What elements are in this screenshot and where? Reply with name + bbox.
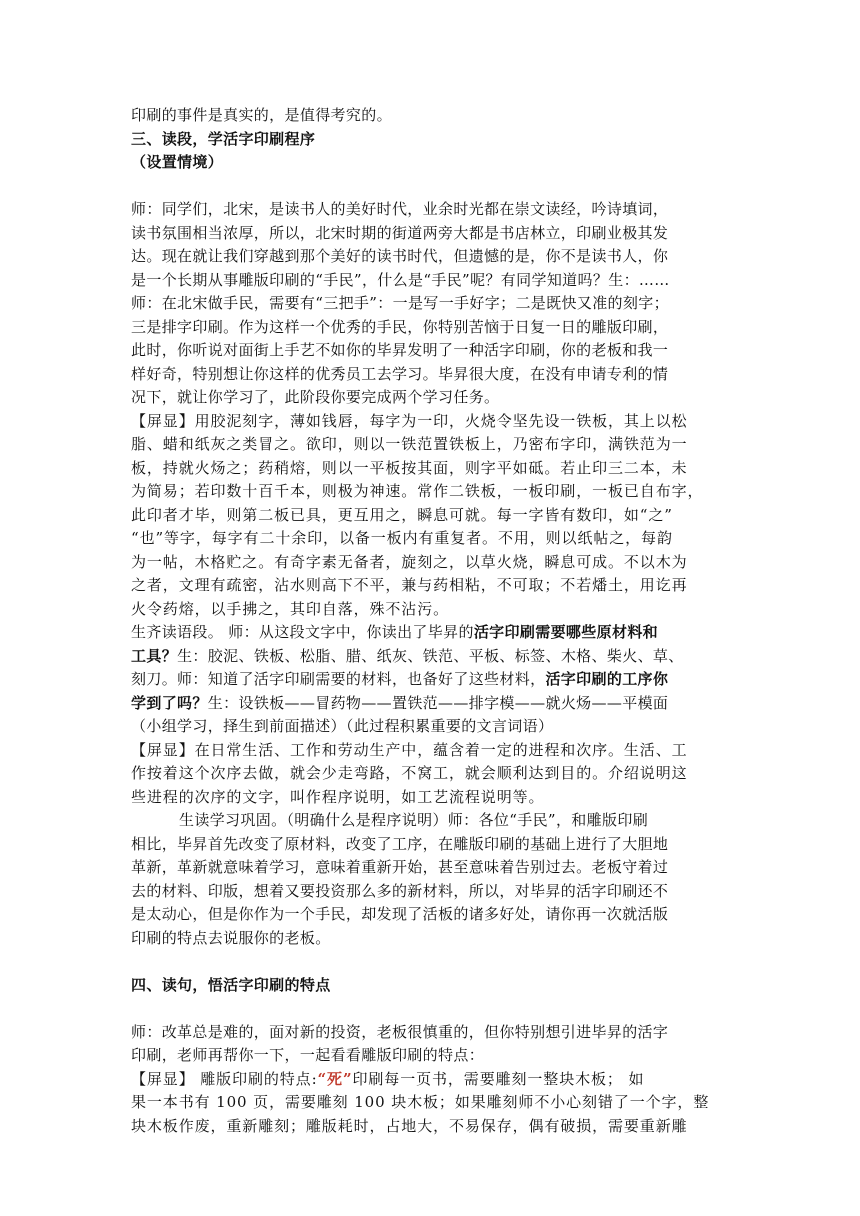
text-line: 去的材料、印版，想着又要投资那么多的新材料，所以，对毕昇的活字印刷还不 xyxy=(131,881,669,900)
emphasis-span: 活字印刷的工序你 xyxy=(545,670,669,688)
quote-line: 火令药熔，以手拂之，其印自落，殊不沾污。 xyxy=(131,599,450,618)
section-heading-4: 四、读句，悟活字印刷的特点 xyxy=(131,975,331,994)
text-line xyxy=(131,621,731,645)
text-span: 刻刀。师：知道了活字印刷需要的材料，也备好了这些材料， xyxy=(131,670,546,688)
text-line: 达。现在就让我们穿越到那个美好的读书时代，但遗憾的是，你不是读书人，你 xyxy=(131,247,669,265)
emphasis-span: 活字印刷需要哪些原材料和 xyxy=(473,623,659,641)
emphasis-span: 工具？ xyxy=(131,646,178,665)
quote-line: 果一本书有 100 页，需要雕刻 100 块木板；如果雕刻师不小心刻错了一个字，整 xyxy=(131,1093,710,1111)
text-line: 相比，毕昇首先改变了原材料，改变了工序，在雕版印刷的基础上进行了大胆地 xyxy=(131,834,669,853)
text-span: 生：胶泥、铁板、松脂、腊、纸灰、铁范、平板、标签、木格、柴火、草、 xyxy=(177,646,684,665)
quote-line xyxy=(131,1068,731,1092)
blank-line xyxy=(131,950,731,974)
text-line: 况下，就让你学习了，此阶段你要完成两个学习任务。 xyxy=(131,388,500,406)
quote-line: 作按着这个次序去做，就会少走弯路，不窝工，就会顺利达到目的。介绍说明这 xyxy=(131,764,688,782)
text-line: 印刷，老师再帮你一下，一起看看雕版印刷的特点： xyxy=(131,1046,485,1064)
blank-line xyxy=(131,997,731,1021)
text-line xyxy=(131,645,731,669)
text-span: 生：设铁板——冒药物——置铁范——排字模——就火炀——平模面 xyxy=(207,693,669,712)
text-line: 印刷的事件是真实的，是值得考究的。 xyxy=(131,106,392,124)
emphasis-span: 学到了吗？ xyxy=(131,693,208,712)
quote-line: 为简易；若印数十百千本，则极为神速。常作二铁板，一板印刷，一板已自布字， xyxy=(131,482,704,500)
quote-line: 板，持就火炀之；药稍熔，则以一平板按其面，则字平如砥。若止印三二本，未 xyxy=(131,458,688,477)
quote-line: 之者，文理有疏密，沾水则高下不平，兼与药相粘，不可取；不若燔土，用讫再 xyxy=(131,576,688,594)
quote-line: 块木板作废，重新雕刻；雕版耗时，占地大，不易保存，偶有破损，需要重新雕 xyxy=(131,1116,688,1135)
blank-line xyxy=(131,175,731,199)
quote-line: 【屏显】在日常生活、工作和劳动生产中，蕴含着一定的进程和次序。生活、工 xyxy=(131,740,688,759)
text-span: 生齐读语段。 师：从这段文字中，你读出了毕昇的 xyxy=(131,623,474,641)
text-line: 是一个长期从事雕版印刷的“手民”，什么是“手民”呢？有同学知道吗？生：…… xyxy=(131,270,670,289)
text-line xyxy=(131,668,731,692)
text-line: 革新，革新就意味着学习，意味着重新开始，甚至意味着告别过去。老板守着过 xyxy=(131,858,669,876)
text-line: 样好奇，特别想让你这样的优秀员工去学习。毕昇很大度，在没有申请专利的情 xyxy=(131,364,669,383)
text-line: 是太动心，但是你作为一个手民，却发现了活板的诸多好处，请你再一次就活版 xyxy=(131,905,669,923)
quote-line: 此印者才毕，则第二板已具，更互用之，瞬息可就。每一字皆有数印，如“之” xyxy=(131,505,673,524)
highlight-span: “死” xyxy=(317,1069,353,1088)
text-line: 师：同学们，北宋，是读书人的美好时代，业余时光都在崇文读经，吟诗填词， xyxy=(131,200,669,218)
text-span: 印刷每一页书，需要雕刻一整块木板； 如 xyxy=(352,1069,645,1088)
text-line: 生读学习巩固。（明确什么是程序说明）师：各位“手民”，和雕版印刷 xyxy=(179,811,649,829)
text-line: （小组学习，择生到前面描述）（此过程积累重要的文言词语） xyxy=(131,717,554,735)
quote-line: 脂、蜡和纸灰之类冒之。欲印，则以一铁范置铁板上，乃密布字印，满铁范为一 xyxy=(131,435,688,453)
text-span: 【屏显】 雕版印刷的特点: xyxy=(131,1069,318,1088)
quote-line: “也”等字，每字有二十余印，以备一板内有重复者。不用，则以纸帖之，每韵 xyxy=(131,529,673,547)
section-heading-3: 三、读段，学活字印刷程序 xyxy=(131,129,316,148)
text-line: 读书氛围相当浓厚，所以，北宋时期的街道两旁大都是书店林立，印刷业极其发 xyxy=(131,223,669,242)
text-line xyxy=(131,692,731,716)
text-line: 印刷的特点去说服你的老板。 xyxy=(131,928,331,947)
text-line: 师：改革总是难的，面对新的投资，老板很慎重的，但你特别想引进毕昇的活字 xyxy=(131,1022,669,1041)
text-line: 此时，你听说对面街上手艺不如你的毕昇发明了一种活字印刷，你的老板和我一 xyxy=(131,341,669,359)
sub-heading: （设置情境） xyxy=(131,153,224,171)
text-line: 三是排字印刷。作为这样一个优秀的手民，你特别苦恼于日复一日的雕版印刷， xyxy=(131,317,669,336)
quote-line: 为一帖，木格贮之。有奇字素无备者，旋刻之，以草火烧，瞬息可成。不以木为 xyxy=(131,552,688,571)
document-body xyxy=(131,104,731,1138)
quote-line: 些进程的次序的文字，叫作程序说明，如工艺流程说明等。 xyxy=(131,787,545,806)
text-line: 师：在北宋做手民，需要有“三把手”：一是写一手好字；二是既快又准的刻字； xyxy=(131,294,669,312)
quote-line: 【屏显】用胶泥刻字，薄如钱唇，每字为一印，火烧令坚先设一铁板，其上以松 xyxy=(131,411,688,430)
